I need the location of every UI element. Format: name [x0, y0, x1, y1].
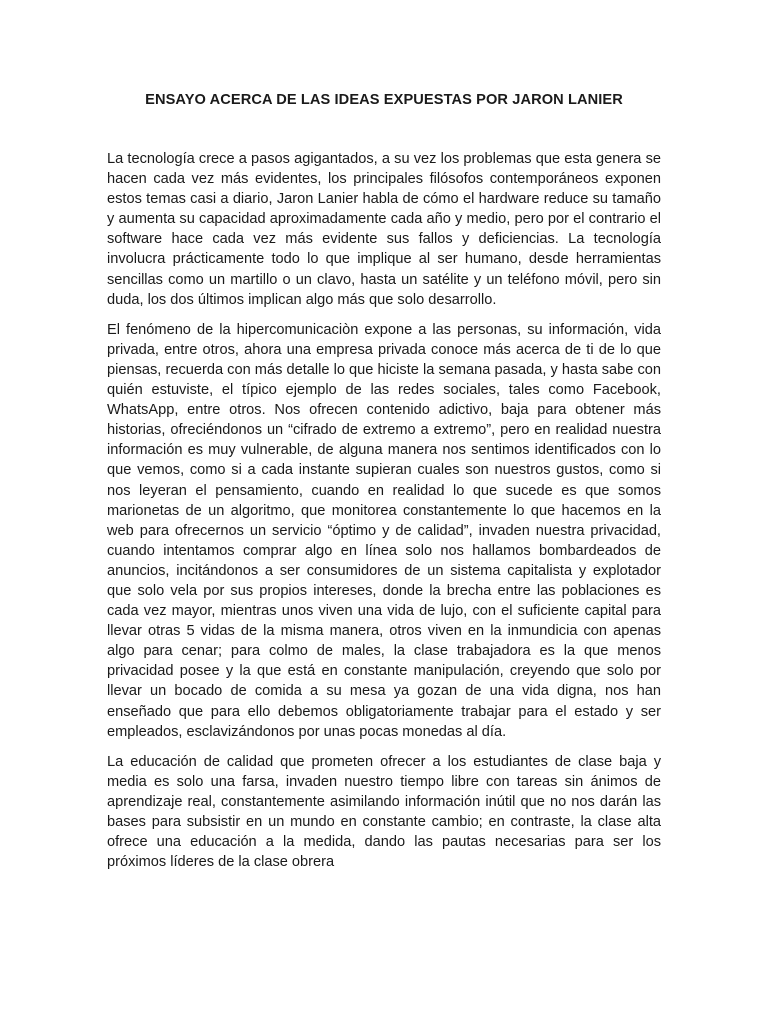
document-title: ENSAYO ACERCA DE LAS IDEAS EXPUESTAS POR JARON LANIER — [145, 92, 623, 108]
document-body — [107, 149, 661, 882]
paragraph-1: La tecnología crece a pasos agigantados, a su vez los problemas que esta genera se hacen cada vez más evidentes, los principales filósofos contemporáneos exponen estos temas casi a diario, Jaron Lanier habla de cómo el hardware reduce su tamaño y aumenta su capacidad aproximadamente cada año y medio, pero por el contrario el software hace cada vez más evidente sus fallos y deficiencias. La tecnología involucra prácticamente todo lo que implique al ser humano, desde herramientas sencillas como un martillo o un clavo, hasta un satélite y un teléfono móvil, pero sin duda, los dos últimos implican algo más que solo desarrollo. — [107, 151, 661, 308]
paragraph-2: El fenómeno de la hipercomunicaciòn expone a las personas, su información, vida privada, entre otros, ahora una empresa privada conoce más acerca de ti de lo que piensas, recuerda con más detalle lo que hiciste la semana pasada, y hasta sabe con quién estuviste, el típico ejemplo de las redes sociales, tales como Facebook, WhatsApp, entre otros. Nos ofrecen contenido adictivo, baja para obtener más historias, ofreciéndonos un “cifrado de extremo a extremo”, pero en realidad nuestra información es muy vulnerable, de alguna manera nos sentimos identificados con lo que vemos, como si a cada instante supieran cuales son nuestros gustos, como si nos leyeran el pensamiento, cuando en realidad lo que sucede es que somos marionetas de un algoritmo, que monitorea constantemente lo que hacemos en la web para ofrecernos un servicio “óptimo y de calidad”, invaden nuestra privacidad, cuando intentamos comprar algo en línea solo nos hallamos bombardeados de anuncios, incitándonos a ser consumidores de un sistema capitalista y explotador que solo vela por sus propios intereses, donde la brecha entre las poblaciones es cada vez mayor, mientras unos viven una vida de lujo, con el suficiente capital para llevar otras 5 vidas de la misma manera, otros viven en la inmundicia con apenas algo para cenar; para colmo de males, la clase trabajadora es la que menos privacidad posee y la que está en constante manipulación, creyendo que solo por llevar un bocado de comida a su mesa ya gozan de una vida digna, nos han enseñado que para ello debemos obligatoriamente trabajar para el estado y ser empleados, esclavizándonos por unas pocas monedas al día. — [107, 321, 661, 740]
paragraph-3: La educación de calidad que prometen ofrecer a los estudiantes de clase baja y media es solo una farsa, invaden nuestro tiempo libre con tareas sin ánimos de aprendizaje real, constantemente asimilando información inútil que no nos darán las bases para subsistir en un mundo en constante cambio; en contraste, la clase alta ofrece una educación a la medida, dando las pautas necesarias para ser los próximos líderes de la clase obrera — [107, 753, 661, 871]
